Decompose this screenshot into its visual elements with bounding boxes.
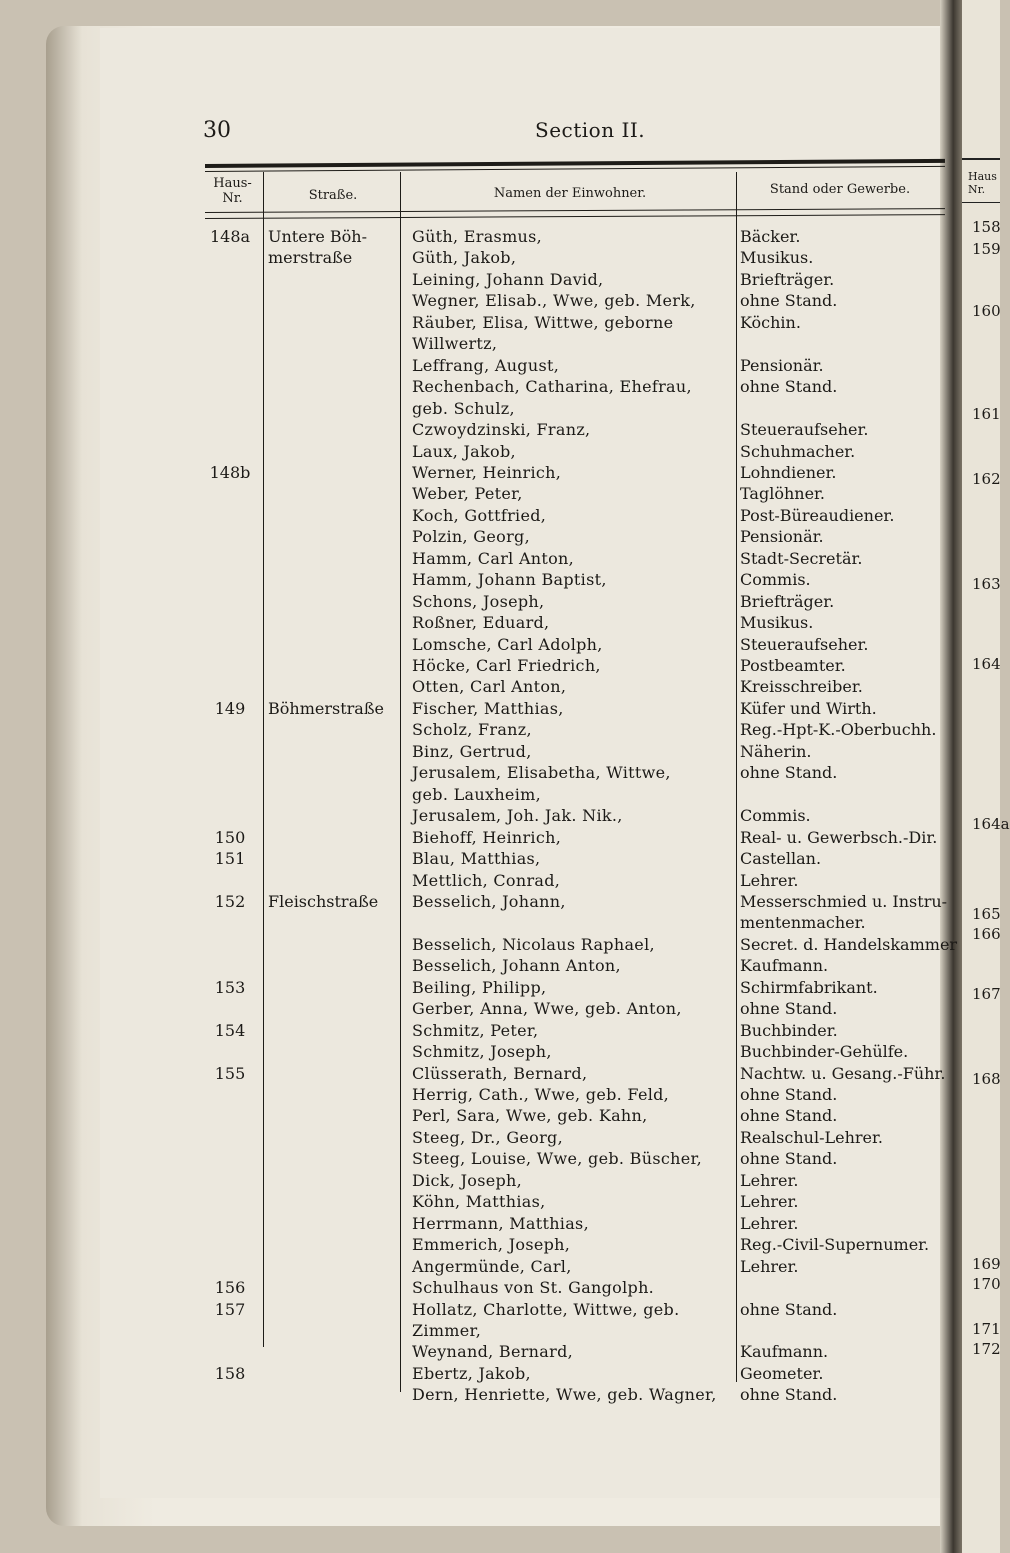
house-number: 158 <box>214 1363 246 1383</box>
resident-name: Clüsserath, Bernard, <box>412 1063 588 1083</box>
occupation: Lehrer. <box>740 1170 799 1190</box>
house-number: 148b <box>209 462 251 482</box>
occupation: ohne Stand. <box>740 1106 838 1126</box>
next-page-house-number: 160 <box>972 302 1001 320</box>
resident-name: Besselich, Johann Anton, <box>412 956 621 976</box>
occupation: ohne Stand. <box>740 291 838 311</box>
resident-name: Willwertz, <box>412 334 498 354</box>
occupation: Musikus. <box>740 613 814 633</box>
resident-name: Schmitz, Joseph, <box>412 1042 552 1062</box>
occupation: Lehrer. <box>740 870 799 890</box>
occupation: Secret. d. Handelskammer <box>740 934 958 954</box>
resident-name: Rechenbach, Catharina, Ehefrau, <box>412 377 692 397</box>
house-number: 157 <box>214 1299 246 1319</box>
occupation: Kaufmann. <box>740 1342 829 1362</box>
resident-name: Dern, Henriette, Wwe, geb. Wagner, <box>412 1385 717 1405</box>
next-page-house-number: 164a <box>972 815 1010 833</box>
resident-name: Mettlich, Conrad, <box>412 870 561 890</box>
occupation: Buchbinder. <box>740 1020 838 1040</box>
occupation: Köchin. <box>740 312 801 332</box>
resident-name: Weynand, Bernard, <box>412 1342 574 1362</box>
next-page-house-number: 166 <box>972 925 1001 943</box>
occupation: Commis. <box>740 806 811 826</box>
occupation: Real- u. Gewerbsch.-Dir. <box>740 827 938 847</box>
occupation: Kaufmann. <box>740 956 829 976</box>
occupation: Pensionär. <box>740 355 824 375</box>
resident-name: Besselich, Nicolaus Raphael, <box>412 934 655 954</box>
occupation: Küfer und Wirth. <box>740 698 877 718</box>
occupation: ohne Stand. <box>740 1299 838 1319</box>
resident-name: Blau, Matthias, <box>412 849 541 869</box>
street-name: Böhmerstraße <box>268 698 384 718</box>
occupation: Steueraufseher. <box>740 420 869 440</box>
house-number: 154 <box>214 1020 246 1040</box>
house-number: 148a <box>209 227 251 246</box>
occupation: Post-Büreaudiener. <box>740 505 895 525</box>
occupation: Reg.-Civil-Supernumer. <box>740 1235 930 1255</box>
next-page-house-number: 168 <box>972 1070 1001 1088</box>
occupation: Nachtw. u. Gesang.-Führ. <box>740 1063 946 1083</box>
next-page-house-number: 164 <box>972 655 1001 673</box>
occupation: Lehrer. <box>740 1192 799 1212</box>
occupation: Reg.-Hpt-K.-Oberbuchh. <box>740 720 937 740</box>
resident-name: Weber, Peter, <box>412 484 523 504</box>
occupation: Schirmfabrikant. <box>740 977 878 997</box>
occupation: Lehrer. <box>740 1213 799 1233</box>
resident-name: Güth, Jakob, <box>412 248 517 268</box>
resident-name: geb. Lauxheim, <box>412 784 541 804</box>
resident-name: Roßner, Eduard, <box>412 613 550 633</box>
next-page-house-number: 167 <box>972 985 1001 1003</box>
occupation: Buchbinder-Gehülfe. <box>740 1042 909 1062</box>
occupation: Postbeamter. <box>740 656 846 675</box>
next-page-house-number: 171 <box>972 1320 1001 1338</box>
occupation: Briefträger. <box>740 591 835 611</box>
next-page-house-number: 170 <box>972 1275 1001 1293</box>
resident-name: Gerber, Anna, Wwe, geb. Anton, <box>412 999 682 1019</box>
resident-name: Leffrang, August, <box>412 355 560 375</box>
resident-name: Scholz, Franz, <box>412 720 532 740</box>
resident-name: Jerusalem, Joh. Jak. Nik., <box>412 806 623 826</box>
resident-name: Beiling, Philipp, <box>412 977 547 997</box>
next-page-house-number: 162 <box>972 470 1001 488</box>
next-page-strip <box>962 0 1010 1553</box>
column-divider-2 <box>400 172 401 1392</box>
occupation: mentenmacher. <box>740 913 866 933</box>
occupation: ohne Stand. <box>740 1085 838 1104</box>
street-name: Untere Böh- <box>268 227 367 246</box>
occupation: ohne Stand. <box>740 763 838 783</box>
resident-name: Perl, Sara, Wwe, geb. Kahn, <box>412 1106 648 1126</box>
resident-name: Schons, Joseph, <box>412 591 545 611</box>
house-number: 151 <box>214 849 246 869</box>
resident-name: Binz, Gertrud, <box>412 741 532 761</box>
resident-name: Hollatz, Charlotte, Wittwe, geb. <box>412 1299 680 1319</box>
resident-name: Zimmer, <box>412 1320 482 1340</box>
resident-name: Besselich, Johann, <box>412 891 566 911</box>
next-page-house-number: 163 <box>972 575 1001 593</box>
house-number: 155 <box>214 1063 246 1083</box>
header-namen: Namen der Einwohner. <box>493 186 647 201</box>
street-name: merstraße <box>268 248 353 268</box>
resident-name: Herrig, Cath., Wwe, geb. Feld, <box>412 1085 670 1104</box>
house-number: 150 <box>214 827 246 847</box>
occupation: Lehrer. <box>740 1256 799 1276</box>
occupation: ohne Stand. <box>740 1149 838 1169</box>
house-number: 153 <box>214 977 246 997</box>
next-page-house-number: 161 <box>972 405 1001 423</box>
occupation: ohne Stand. <box>740 1385 838 1405</box>
header-stand: Stand oder Gewerbe. <box>769 182 911 197</box>
occupation: ohne Stand. <box>740 377 838 397</box>
occupation: Musikus. <box>740 248 814 268</box>
resident-name: Angermünde, Carl, <box>412 1256 572 1276</box>
resident-name: Werner, Heinrich, <box>412 462 562 482</box>
section-title: Section II. <box>535 118 646 142</box>
occupation: Pensionär. <box>740 527 824 547</box>
occupation: Realschul-Lehrer. <box>740 1127 883 1147</box>
house-number: 152 <box>214 891 246 911</box>
resident-name: Ebertz, Jakob, <box>412 1363 531 1383</box>
column-divider-1 <box>263 172 264 1347</box>
house-number: 156 <box>214 1278 246 1298</box>
house-number: 149 <box>214 698 246 718</box>
occupation: Kreisschreiber. <box>740 677 863 697</box>
resident-name: Otten, Carl Anton, <box>412 677 567 697</box>
resident-name: Polzin, Georg, <box>412 527 530 547</box>
occupation: Briefträger. <box>740 269 835 289</box>
resident-name: Biehoff, Heinrich, <box>412 827 562 847</box>
header-strasse: Straße. <box>308 188 358 203</box>
header-hausnr: Haus-Nr. <box>213 176 252 206</box>
resident-name: Steeg, Dr., Georg, <box>412 1127 563 1147</box>
resident-name: Wegner, Elisab., Wwe, geb. Merk, <box>412 291 696 311</box>
resident-name: Czwoydzinski, Franz, <box>412 420 591 440</box>
occupation: Castellan. <box>740 849 822 869</box>
column-divider-3 <box>736 172 737 1382</box>
occupation: Lohndiener. <box>740 462 837 482</box>
next-page-house-number: 159 <box>972 240 1001 258</box>
resident-name: Hamm, Johann Baptist, <box>412 570 607 590</box>
resident-name: Leining, Johann David, <box>412 269 604 289</box>
occupation: Steueraufseher. <box>740 634 869 654</box>
resident-name: Köhn, Matthias, <box>412 1192 546 1212</box>
resident-name: Hamm, Carl Anton, <box>412 548 575 568</box>
resident-name: Steeg, Louise, Wwe, geb. Büscher, <box>412 1149 703 1169</box>
book-gutter <box>940 0 964 1553</box>
resident-name: Koch, Gottfried, <box>412 505 547 525</box>
next-page-header: Haus Nr. <box>968 170 997 196</box>
next-page-house-number: 158 <box>972 218 1001 236</box>
resident-name: Herrmann, Matthias, <box>412 1213 589 1233</box>
occupation: ohne Stand. <box>740 999 838 1019</box>
resident-name: Laux, Jakob, <box>412 441 516 461</box>
occupation: Messerschmied u. Instru- <box>740 891 948 911</box>
occupation: Geometer. <box>740 1363 824 1383</box>
resident-name: Schmitz, Peter, <box>412 1020 539 1040</box>
next-page-house-number: 172 <box>972 1340 1001 1358</box>
resident-name: Räuber, Elisa, Wittwe, geborne <box>412 312 674 332</box>
resident-name: Höcke, Carl Friedrich, <box>412 656 601 675</box>
next-page-house-number: 169 <box>972 1255 1001 1273</box>
page-number: 30 <box>203 118 231 143</box>
resident-name: Emmerich, Joseph, <box>412 1235 571 1255</box>
occupation: Schuhmacher. <box>740 441 856 461</box>
street-name: Fleischstraße <box>268 891 379 911</box>
occupation: Commis. <box>740 570 811 590</box>
resident-name: Dick, Joseph, <box>412 1170 523 1190</box>
next-page-house-number: 165 <box>972 905 1001 923</box>
occupation: Näherin. <box>740 741 812 761</box>
resident-name: geb. Schulz, <box>412 398 515 418</box>
occupation: Bäcker. <box>740 227 801 246</box>
occupation: Taglöhner. <box>740 484 826 504</box>
occupation: Stadt-Secretär. <box>740 548 863 568</box>
resident-name: Güth, Erasmus, <box>412 227 543 246</box>
resident-name: Lomsche, Carl Adolph, <box>412 634 603 654</box>
resident-name: Schulhaus von St. Gangolph. <box>412 1278 655 1298</box>
resident-name: Fischer, Matthias, <box>412 698 564 718</box>
resident-name: Jerusalem, Elisabetha, Wittwe, <box>412 763 671 783</box>
